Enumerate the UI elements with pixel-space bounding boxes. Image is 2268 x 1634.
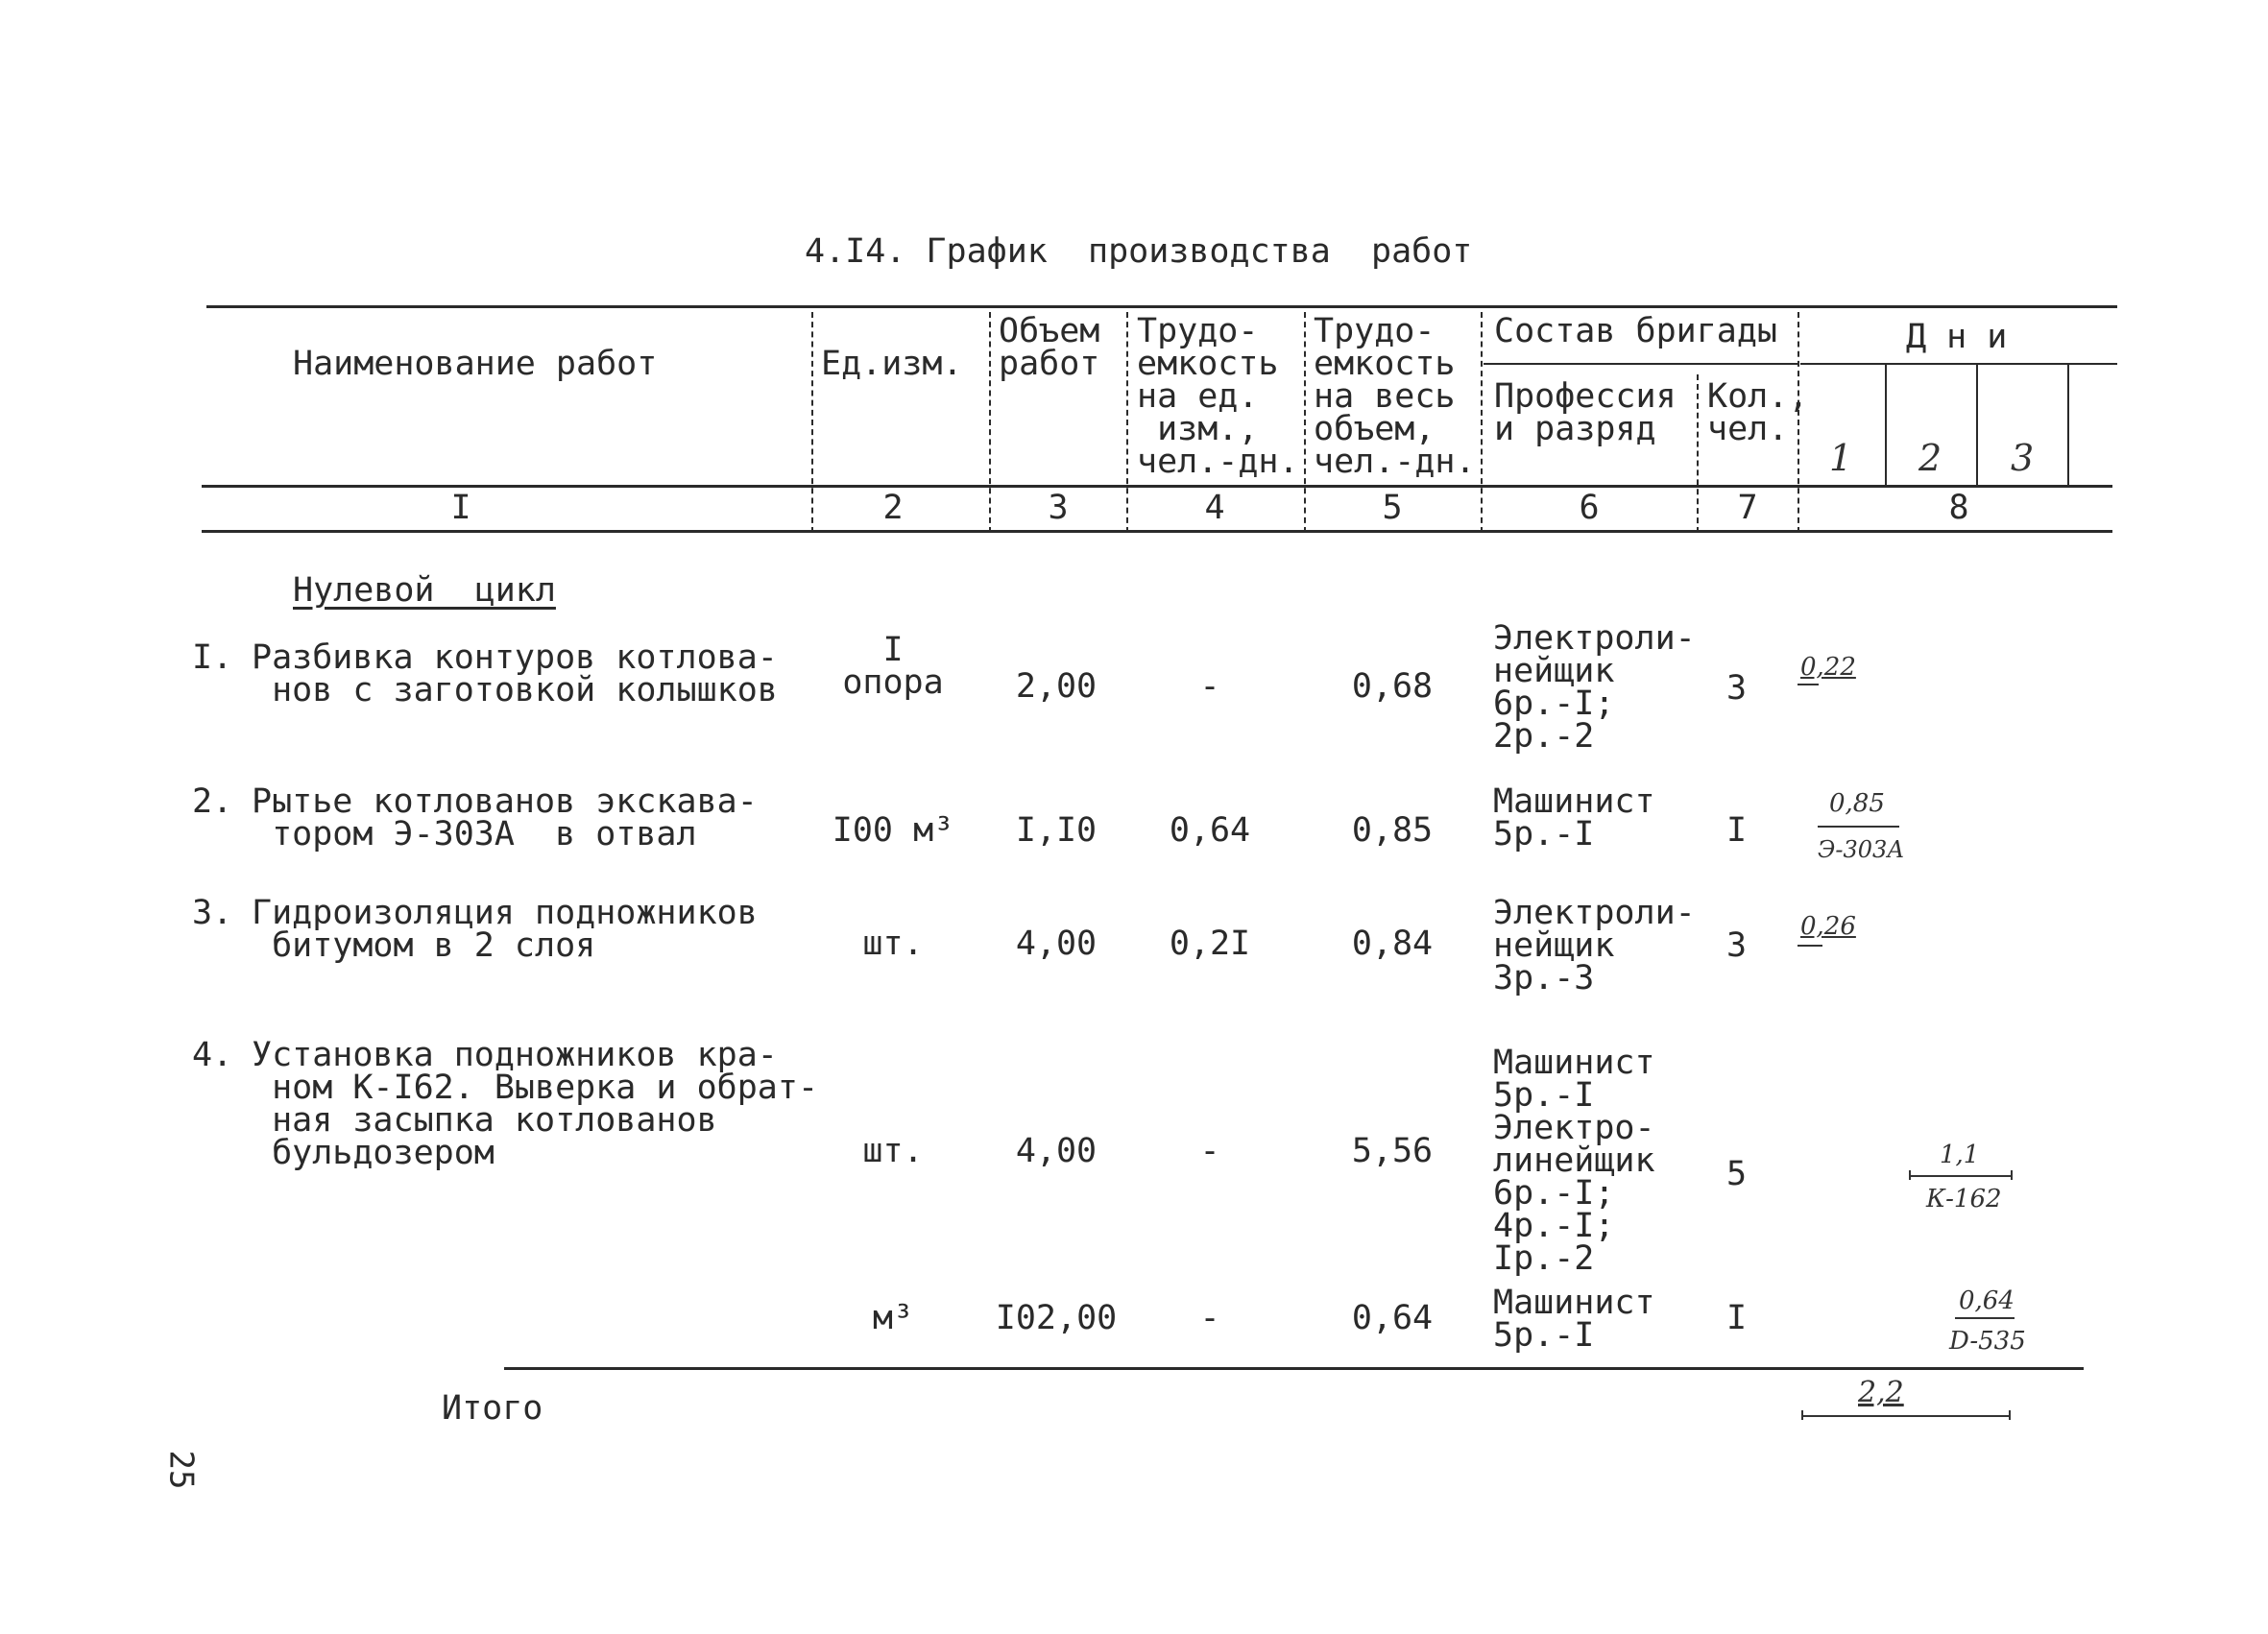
row-3-name: Гидроизоляция подножников битумом в 2 слоя	[252, 894, 758, 965]
day-sep-2	[1976, 365, 1978, 485]
colnum-2: 2	[882, 489, 904, 527]
total-rule	[504, 1367, 2084, 1370]
header-crew: Состав бригады	[1494, 312, 1778, 350]
row-1-num: I.	[192, 638, 233, 677]
row-3-labor-total: 0,84	[1351, 925, 1434, 963]
row-1-count: 3	[1726, 669, 1748, 708]
section-title: Нулевой цикл	[293, 571, 556, 610]
header-name: Наименование работ	[293, 345, 658, 383]
row-3-volume: 4,00	[1015, 925, 1098, 963]
row-5-labor-total: 0,64	[1351, 1299, 1434, 1337]
row-4-num: 4.	[192, 1036, 233, 1074]
row-2-bar-top: 0,85	[1829, 789, 1885, 818]
row-2-labor-unit: 0,64	[1169, 811, 1251, 850]
row-1-labor-unit: -	[1199, 667, 1220, 706]
row-4-volume: 4,00	[1015, 1132, 1098, 1170]
crew-header-rule	[1484, 363, 1798, 365]
row-3-bar	[1798, 945, 1822, 947]
day-2: 2	[1918, 437, 1942, 479]
row-5-labor-unit: -	[1199, 1299, 1220, 1337]
header-days: Д н и	[1906, 318, 2008, 356]
day-sep-1	[1885, 365, 1887, 485]
colnum-4: 4	[1204, 489, 1225, 527]
row-2-bar-bottom: Э-303А	[1818, 836, 1905, 863]
header-labor-total: Трудо- емкость на весь объем, чел.-дн.	[1314, 312, 1476, 481]
col-sep-4	[1304, 312, 1306, 533]
col-sep-2	[989, 312, 991, 533]
row-5-count: I	[1726, 1299, 1748, 1337]
row-5-unit: м³	[872, 1299, 914, 1337]
row-5-bar-top: 0,64	[1959, 1286, 2015, 1315]
total-label: Итого	[442, 1389, 543, 1428]
total-bar-tick-right	[2009, 1410, 2011, 1420]
header-bottom-rule	[202, 485, 2112, 488]
row-4-bar-tick-right	[2011, 1170, 2013, 1180]
row-3-count: 3	[1726, 926, 1748, 965]
row-2-bar	[1818, 826, 1899, 828]
row-1-unit: I опора	[842, 631, 944, 702]
row-2-profession: Машинист 5р.-I	[1493, 782, 1655, 853]
row-2-labor-total: 0,85	[1351, 811, 1434, 850]
days-header-rule	[1800, 363, 2117, 365]
row-1-bar	[1798, 684, 1819, 685]
row-3-bar-label: 0,26	[1800, 912, 1856, 941]
row-4-labor-total: 5,56	[1351, 1132, 1434, 1170]
day-sep-3	[2067, 365, 2069, 485]
numbers-bottom-rule	[202, 530, 2112, 533]
row-1-volume: 2,00	[1015, 667, 1098, 706]
colnum-8: 8	[1948, 489, 1969, 527]
col-sep-1	[811, 312, 813, 533]
row-4-bar	[1909, 1175, 2013, 1177]
page-number: 25	[161, 1450, 201, 1490]
row-1-labor-total: 0,68	[1351, 667, 1434, 706]
row-1-profession: Электроли- нейщик 6р.-I; 2р.-2	[1493, 619, 1696, 756]
colnum-5: 5	[1382, 489, 1403, 527]
row-5-profession: Машинист 5р.-I	[1493, 1284, 1655, 1355]
row-4-name: Установка подножников кра- ном К-I62. Выверка и обрат- ная засыпка котлованов бульдозером	[252, 1036, 819, 1172]
row-2-name: Рытье котлованов экскава- тором Э-303А в отвал	[252, 782, 758, 853]
row-2-num: 2.	[192, 782, 233, 821]
row-4-bar-tick-left	[1909, 1170, 1911, 1180]
row-5-bar	[1955, 1317, 2015, 1319]
row-4-labor-unit: -	[1199, 1132, 1220, 1170]
row-1-name: Разбивка контуров котлова- нов с заготовкой колышков	[252, 638, 778, 709]
colnum-6: 6	[1579, 489, 1600, 527]
row-5-bar-bottom: D-535	[1949, 1327, 2026, 1356]
row-2-volume: I,I0	[1015, 811, 1098, 850]
row-3-labor-unit: 0,2I	[1169, 925, 1251, 963]
header-profession: Профессия и разряд	[1494, 377, 1677, 448]
table-top-rule	[206, 305, 2117, 308]
total-bar-tick-left	[1801, 1410, 1803, 1420]
row-4-unit: шт.	[862, 1132, 924, 1170]
header-labor-unit: Трудо- емкость на ед. изм., чел.-дн.	[1137, 312, 1299, 481]
day-1: 1	[1829, 437, 1853, 479]
row-3-num: 3.	[192, 894, 233, 932]
total-value: 2,2	[1858, 1376, 1904, 1409]
row-1-bar-label: 0,22	[1800, 653, 1856, 682]
row-5-volume: I02,00	[995, 1299, 1118, 1337]
header-unit: Ед.изм.	[821, 345, 963, 383]
row-3-profession: Электроли- нейщик 3р.-3	[1493, 894, 1696, 997]
colnum-1: I	[450, 489, 471, 527]
day-3: 3	[2011, 437, 2035, 479]
row-4-count: 5	[1726, 1155, 1748, 1193]
col-sep-6	[1697, 374, 1699, 533]
row-2-unit: I00 м³	[832, 811, 954, 850]
col-sep-5	[1481, 312, 1483, 533]
row-4-profession: Машинист 5р.-I Электро- линейщик 6р.-I; 4р.-I; Iр.-2	[1493, 1044, 1655, 1278]
header-volume: Объем работ	[999, 312, 1100, 383]
total-bar	[1801, 1415, 2011, 1417]
row-2-count: I	[1726, 811, 1748, 850]
page-title: 4.I4. График производства работ	[805, 232, 1473, 271]
row-4-bar-top: 1,1	[1940, 1141, 1980, 1169]
col-sep-3	[1126, 312, 1128, 533]
colnum-3: 3	[1048, 489, 1069, 527]
row-3-unit: шт.	[862, 925, 924, 963]
header-count: Кол., чел.	[1707, 377, 1809, 448]
row-4-bar-bottom: К-162	[1926, 1185, 2002, 1213]
colnum-7: 7	[1737, 489, 1758, 527]
